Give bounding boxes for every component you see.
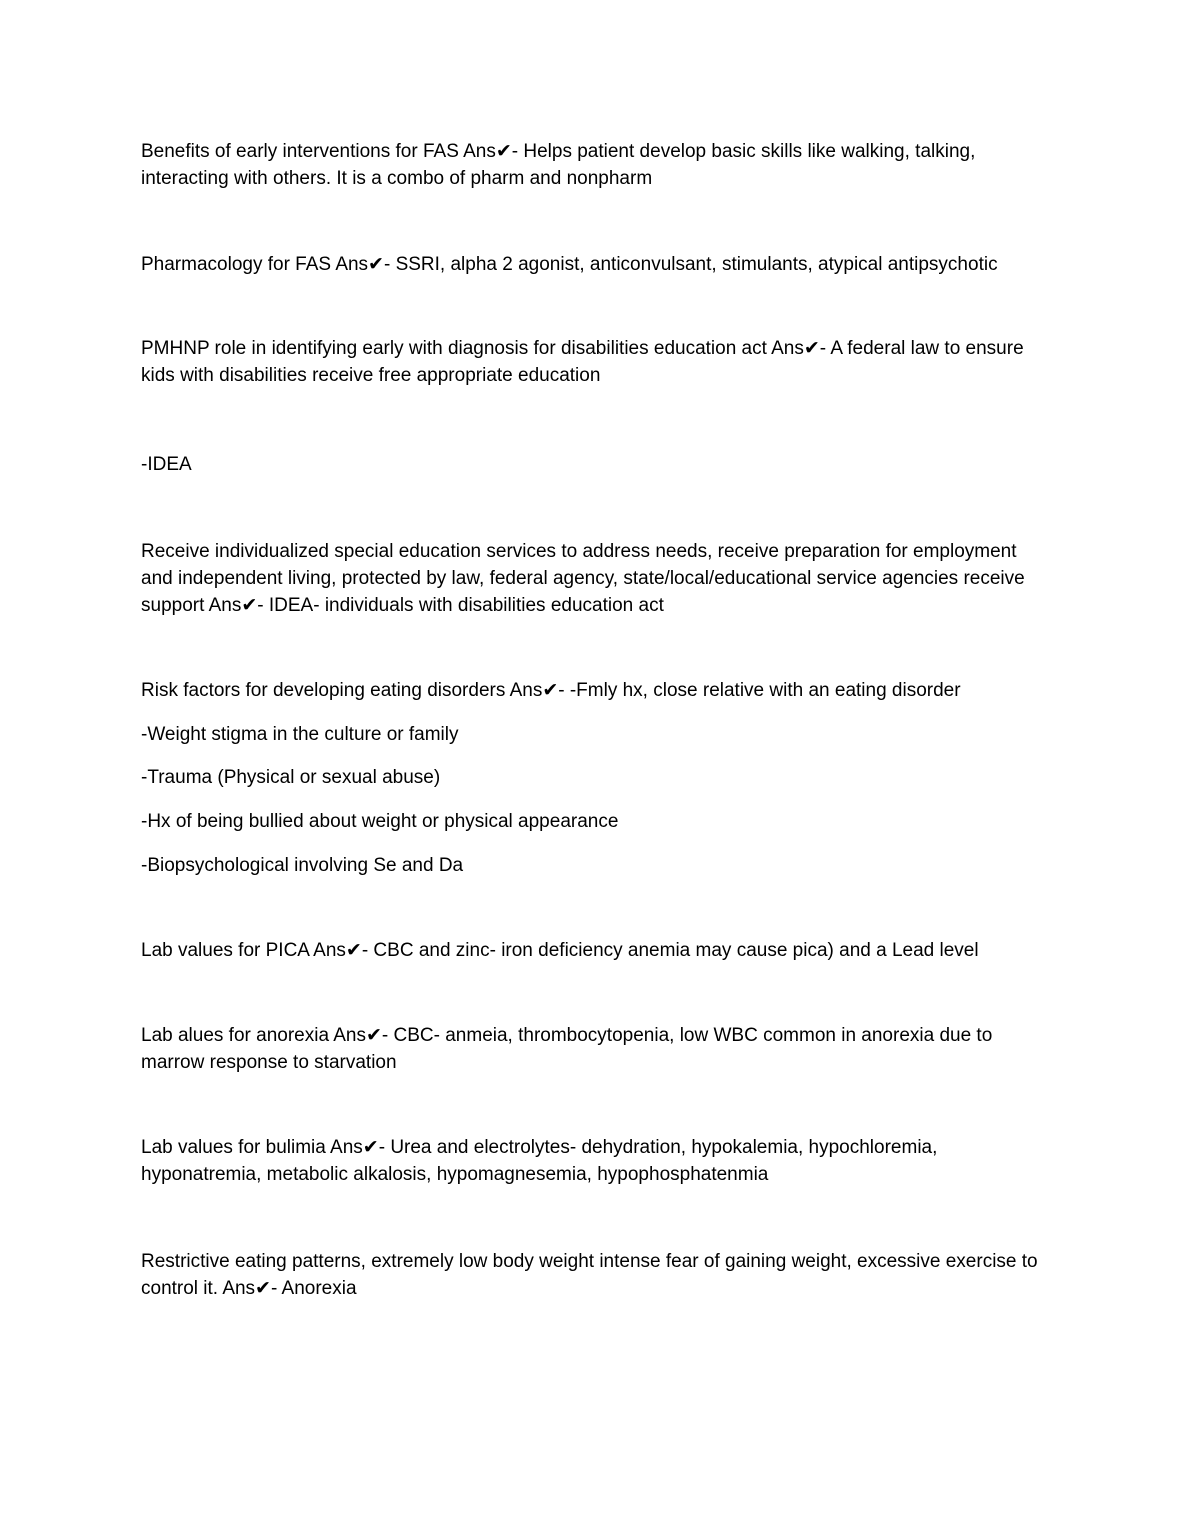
qa-bulimia-labs: Lab values for bulimia Ans✔- Urea and electrolytes- dehydration, hypokalemia, hypochloremia, hyponatremia, metabolic alkalosis, hypomagnesemia, hypophosphatenmia	[141, 1137, 938, 1185]
qa-anorexia-labs: Lab alues for anorexia Ans✔- CBC- anmeia, thrombocytopenia, low WBC common in anorexia due to marrow response to starvation	[141, 1025, 993, 1073]
risk-trauma: -Trauma (Physical or sexual abuse)	[141, 767, 441, 788]
risk-biopsychological: -Biopsychological involving Se and Da	[141, 855, 464, 876]
risk-weight-stigma: -Weight stigma in the culture or family	[141, 724, 459, 745]
qa-pmhnp-role: PMHNP role in identifying early with diagnosis for disabilities education act Ans✔- A federal law to ensure kids with disabilities receive free appropriate education	[141, 338, 1024, 386]
qa-eating-disorder-risk: Risk factors for developing eating disorders Ans✔- -Fmly hx, close relative with an eating disorder	[141, 680, 961, 701]
risk-bullied: -Hx of being bullied about weight or physical appearance	[141, 811, 619, 832]
qa-idea-line: -IDEA	[141, 454, 192, 475]
qa-fas-early-interventions: Benefits of early interventions for FAS Ans✔- Helps patient develop basic skills like walking, talking, interacting with others. It is a combo of pharm and nonpharm	[141, 141, 976, 189]
qa-fas-pharmacology: Pharmacology for FAS Ans✔- SSRI, alpha 2 agonist, anticonvulsant, stimulants, atypical antipsychotic	[141, 254, 998, 275]
qa-anorexia-definition: Restrictive eating patterns, extremely low body weight intense fear of gaining weight, excessive exercise to control it. Ans✔- Anorexia	[141, 1251, 1038, 1299]
qa-idea-services: Receive individualized special education services to address needs, receive preparation for employment and independent living, protected by law, federal agency, state/local/educational service agencies receive support Ans✔- IDEA- individuals with disabilities education act	[141, 541, 1025, 616]
qa-pica-labs: Lab values for PICA Ans✔- CBC and zinc- iron deficiency anemia may cause pica) and a Lead level	[141, 940, 979, 961]
